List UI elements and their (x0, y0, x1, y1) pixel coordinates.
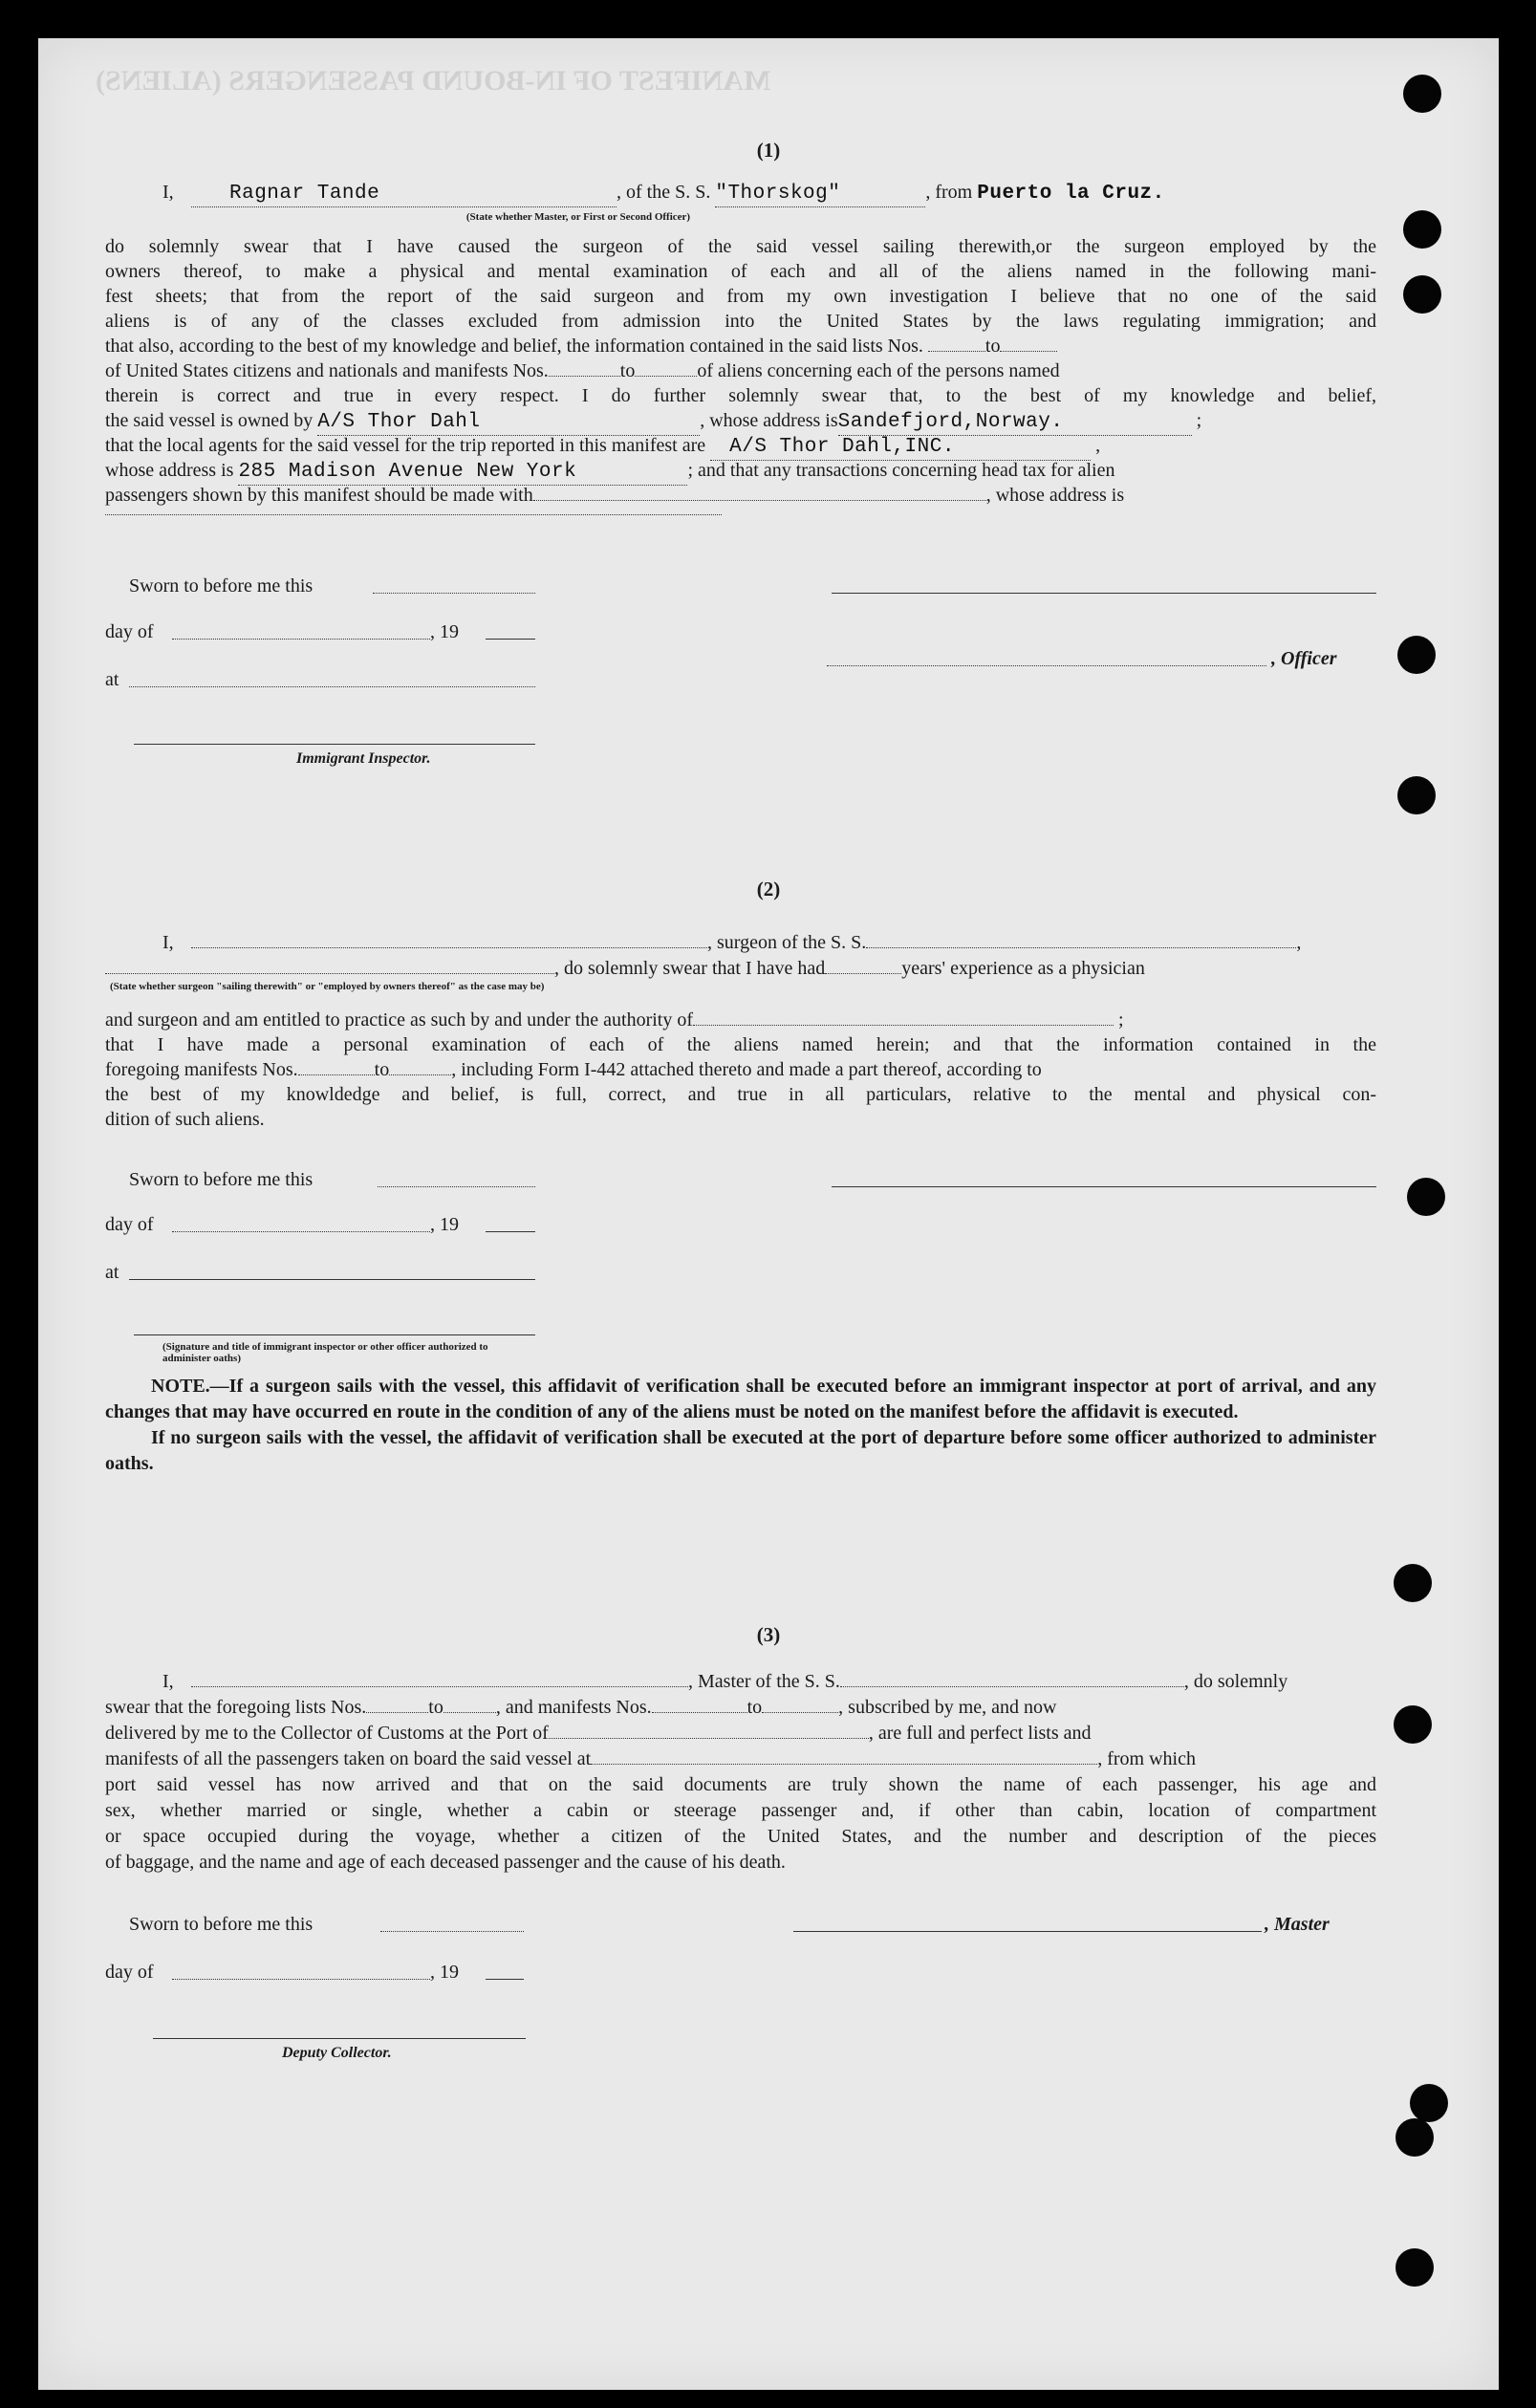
s2-state-note: (State whether surgeon "sailing therewith" or "employed by owners thereof" as the case may be) (110, 981, 545, 992)
of-aliens-label: of aliens concerning each of the persons named (697, 360, 1060, 381)
s3-to-label-2: to (746, 1697, 763, 1718)
s2-sig-line[interactable] (832, 1186, 1376, 1187)
address-continuation-line[interactable] (105, 514, 722, 515)
i-label: I, (162, 182, 174, 203)
passengers-label: passengers shown by this manifest should be made with (105, 485, 533, 506)
s3-master-sig-line[interactable] (793, 1931, 1262, 1932)
s1-owner-line: the said vessel is owned by A/S Thor Dahl , whose address isSandefjord,Norway. ; (105, 408, 1376, 436)
s2-authority-line: and surgeon and am entitled to practice as such by and under the authority of ; (105, 1009, 1124, 1030)
s2-year-field[interactable] (486, 1231, 535, 1232)
s2-at-label: at (105, 1262, 119, 1283)
s1-line-7: therein is correct and true in every respect. I do further solemnly swear that, to the best of my knowledge and belief, (105, 385, 1376, 406)
s2-authority-field[interactable] (693, 1008, 1114, 1026)
s1-line-5 (105, 334, 1376, 358)
s1-line-3: fest sheets; that from the report of the said surgeon and from my own investigation I believe that no one of the said (105, 286, 1376, 307)
surgeon-of-label: , surgeon of the S. S. (707, 932, 867, 953)
s2-sworn-field[interactable] (378, 1186, 535, 1187)
head-tax-contact-field[interactable] (533, 483, 986, 501)
from-which-label: , from which (1097, 1748, 1196, 1769)
delivered-label: delivered by me to the Collector of Customs at the Port of (105, 1723, 549, 1744)
s1-at-label: at (105, 669, 119, 690)
s2-manifests-from-field[interactable] (298, 1057, 375, 1075)
s2-opening-line: I, , surgeon of the S. S. , (162, 932, 1302, 953)
s3-lists-to-field[interactable] (443, 1695, 496, 1713)
agents-address-field (238, 458, 687, 486)
section-2-number: (2) (756, 878, 781, 900)
s2-sig-caption: (Signature and title of immigrant inspector or other officer authorized to administer oaths) (162, 1341, 488, 1364)
s3-line-1: port said vessel has now arrived and that on the said documents are truly shown the name of each passenger, his age and (105, 1774, 1376, 1795)
s3-lists-line (105, 1695, 1376, 1720)
s1-at-field[interactable] (129, 686, 535, 687)
binder-hole (1410, 2084, 1448, 2122)
manifests-from-field[interactable] (549, 358, 620, 377)
agents-label: that the local agents for the said vessel for the trip reported in this manifest are (105, 435, 706, 456)
owner-name: A/S Thor Dahl (317, 411, 481, 433)
s2-inspector-sig-line[interactable] (134, 1334, 535, 1335)
s1-agents-line: that the local agents for the said vessel for the trip reported in this manifest are A/S Thor Dahl,INC. , (105, 433, 1376, 461)
do-solemnly-label: , do solemnly (1183, 1671, 1288, 1692)
s2-at-field[interactable] (129, 1279, 535, 1280)
s3-master-name-field[interactable] (191, 1669, 688, 1687)
s3-line-2: sex, whether married or single, whether a cabin or steerage passenger and, if other than cabin, location of compartment (105, 1800, 1376, 1821)
s2-surgeon-name-field[interactable] (191, 930, 707, 948)
manifests-all-label: manifests of all the passengers taken on board the said vessel at (105, 1748, 592, 1769)
bleed-through-header: MANIFEST OF IN-BOUND PASSENGERS (ALIENS) (96, 65, 771, 97)
s3-sworn-field[interactable] (380, 1931, 524, 1932)
subscribed-label: , subscribed by me, and now (838, 1697, 1057, 1718)
binder-hole (1403, 75, 1441, 113)
port-from: Puerto la Cruz. (977, 183, 1165, 205)
s2-day-of-label: day of (105, 1214, 154, 1235)
manifests-to-field[interactable] (635, 358, 697, 377)
s1-agents-address-line (105, 458, 1376, 486)
from-label: , from (925, 182, 973, 203)
binder-hole (1403, 275, 1441, 314)
s2-years-field[interactable] (825, 956, 901, 974)
form-sheet (38, 38, 1499, 2390)
s1-year-field[interactable] (486, 639, 535, 640)
vessel-field (715, 180, 925, 207)
s3-day-field[interactable] (172, 1979, 430, 1980)
officer-label: , Officer (1271, 648, 1337, 669)
swear-lists-label: swear that the foregoing lists Nos. (105, 1697, 367, 1718)
of-ss-label: , of the S. S. (617, 182, 711, 203)
s1-line-6 (105, 358, 1376, 383)
s1-sworn-field[interactable] (373, 593, 535, 594)
s3-collector-sig-line[interactable] (153, 2038, 526, 2039)
agents-address: 285 Madison Avenue New York (238, 461, 577, 483)
section-1-number: (1) (756, 139, 781, 162)
master-of-label: , Master of the S. S. (688, 1671, 840, 1692)
s2-solemnly-line (105, 956, 1376, 981)
binder-hole (1407, 1178, 1445, 1216)
master-name: Ragnar Tande (229, 183, 380, 205)
s3-port-field[interactable] (549, 1721, 869, 1739)
s2-foregoing-line (105, 1057, 1376, 1082)
note-text: NOTE.—If a surgeon sails with the vessel, this affidavit of verification shall be executed before an immigrant inspector at port of arrival, and any changes that may have occurred en route in the condition of any of the aliens must be noted on the manifest before the affidavit is executed. (105, 1376, 1376, 1422)
s1-passengers-line (105, 483, 1376, 508)
s3-delivered-line (105, 1721, 1376, 1746)
s1-line-2: owners thereof, to make a physical and mental examination of each and all of the aliens named in the following mani- (105, 261, 1376, 282)
s2-year-label: , 19 (430, 1214, 459, 1235)
owned-by-label: the said vessel is owned by (105, 410, 314, 431)
to-label: to (984, 336, 1001, 357)
agents-name: A/S Thor Dahl,INC. (729, 436, 955, 458)
to-label-2: to (619, 360, 636, 381)
full-perfect-label: , are full and perfect lists and (868, 1723, 1092, 1744)
s3-day-of-label: day of (105, 1962, 154, 1983)
s3-port-at-field[interactable] (591, 1746, 1097, 1765)
section-3-number: (3) (756, 1623, 781, 1646)
binder-hole (1397, 636, 1436, 674)
s3-vessel-field[interactable] (840, 1669, 1184, 1687)
binder-hole (1394, 1705, 1432, 1744)
s1-officer-sig-line-2[interactable] (827, 665, 1266, 666)
s3-manifests-from-field[interactable] (652, 1695, 747, 1713)
title-note: (State whether Master, or First or Second Officer) (465, 211, 691, 223)
s2-line-1: that I have made a personal examination of each of the aliens named herein; and that the information contained in the (105, 1034, 1376, 1055)
s1-officer-sig-line-1[interactable] (832, 593, 1376, 594)
binder-hole (1403, 210, 1441, 249)
s3-line-4: of baggage, and the name and age of each deceased passenger and the cause of his death. (105, 1852, 786, 1873)
s1-year-label: , 19 (430, 621, 459, 642)
lists-nos-label: that also, according to the best of my knowledge and belief, the information contained in the said lists Nos. (105, 336, 923, 357)
s3-year-field[interactable] (486, 1979, 524, 1980)
s2-sworn-label: Sworn to before me this (129, 1169, 314, 1190)
s3-manifests-to-field[interactable] (762, 1695, 838, 1713)
binder-hole (1395, 2118, 1434, 2157)
inspector-caption: Immigrant Inspector. (296, 750, 431, 767)
years-exp-label: years' experience as a physician (901, 958, 1145, 979)
master-name-field (191, 180, 617, 207)
s1-day-field[interactable] (172, 639, 430, 640)
lists-from-field[interactable] (928, 334, 985, 352)
whose-address-label: , whose address is (700, 410, 838, 431)
s2-solemnly-label: , do solemnly swear that I have had (554, 958, 826, 979)
s1-day-of-label: day of (105, 621, 154, 642)
s3-manifests-all-line (105, 1746, 1376, 1771)
owner-address: Sandefjord,Norway. (837, 411, 1064, 433)
including-label: , including Form I-442 attached thereto and made a part thereof, according to (451, 1059, 1042, 1080)
s2-status-field[interactable] (105, 956, 554, 974)
note-text-2: If no surgeon sails with the vessel, the affidavit of verification shall be executed at the port of departure before some officer authorized to administer oaths. (105, 1427, 1376, 1474)
s2-last-line: dition of such aliens. (105, 1109, 265, 1130)
s2-manifests-to-field[interactable] (389, 1057, 451, 1075)
manifests-nos-label: of United States citizens and nationals and manifests Nos. (105, 360, 549, 381)
s2-vessel-field[interactable] (866, 930, 1296, 948)
binder-hole (1394, 1564, 1432, 1602)
binder-hole (1397, 776, 1436, 814)
s2-to-label: to (374, 1059, 390, 1080)
s1-line-4: aliens is of any of the classes excluded from admission into the United States by the laws regulating immigration; and (105, 311, 1376, 332)
s3-lists-from-field[interactable] (366, 1695, 428, 1713)
s1-sworn-label: Sworn to before me this (129, 575, 314, 597)
binder-hole (1395, 2248, 1434, 2287)
s1-inspector-sig-line[interactable] (134, 744, 535, 745)
agents-address-label: whose address is (105, 460, 234, 481)
s2-i-label: I, (162, 932, 174, 953)
section-1-opening-line (105, 180, 1376, 207)
head-tax-label: ; and that any transactions concerning head tax for alien (687, 460, 1115, 481)
s3-to-label: to (428, 1697, 443, 1718)
whose-address-end: , whose address is (985, 485, 1125, 506)
s3-sworn-label: Sworn to before me this (129, 1914, 314, 1935)
s1-line-1: do solemnly swear that I have caused the surgeon of the said vessel sailing therewith,or the surgeon employed by the (105, 236, 1376, 257)
foregoing-label: foregoing manifests Nos. (105, 1059, 298, 1080)
s3-opening-line (105, 1669, 1376, 1694)
deputy-caption: Deputy Collector. (282, 2045, 392, 2061)
authority-label: and surgeon and am entitled to practice as such by and under the authority of (105, 1009, 693, 1030)
s3-line-3: or space occupied during the voyage, whether a citizen of the United States, and the number and description of the pieces (105, 1826, 1376, 1847)
vessel-name: "Thorskog" (715, 183, 841, 205)
owner-field (317, 408, 700, 436)
lists-to-field[interactable] (1000, 334, 1057, 352)
s2-day-field[interactable] (172, 1231, 430, 1232)
agents-field (710, 433, 1091, 461)
and-manifests-label: , and manifests Nos. (495, 1697, 652, 1718)
master-label: , Master (1265, 1914, 1330, 1935)
s3-year-label: , 19 (430, 1962, 459, 1983)
note-paragraph (105, 1374, 1376, 1477)
owner-address-field (838, 408, 1192, 436)
s3-i-label: I, (162, 1671, 174, 1692)
s2-line-2: the best of my knowldedge and belief, is full, correct, and true in all particulars, relative to the mental and physical con- (105, 1084, 1376, 1105)
